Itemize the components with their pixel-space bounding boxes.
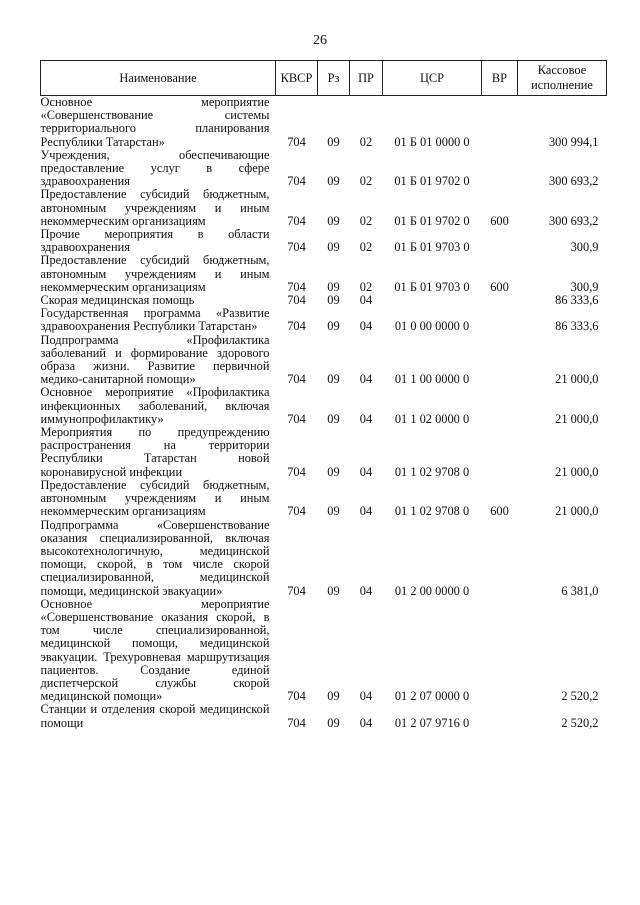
row-vr [482,307,518,333]
table-row [41,307,607,333]
row-amount: 21 000,0 [555,411,599,426]
row-kvsr: 704 [287,504,306,519]
header-name: Наименование [41,61,276,96]
row-rz: 09 [327,411,340,426]
row-csr: 01 1 02 9708 0 [394,504,470,519]
row-pr: 04 [359,464,373,479]
row-rz: 09 [327,689,340,704]
table-header [41,61,607,96]
row-csr: 01 1 02 0000 0 [394,411,470,426]
row-pr: 02 [359,279,373,294]
row-name: Скорая медицинская помощь [40,293,195,308]
row-csr: 01 Б 01 0000 0 [394,134,470,149]
row-vr [482,334,518,387]
table-row [41,598,607,704]
header-kvsr: КВСР [276,61,318,96]
row-csr [383,294,482,307]
row-amount: 2 520,2 [561,715,599,730]
row-csr: 01 2 07 9716 0 [394,715,470,730]
table-row [41,96,607,149]
row-vr: 600 [490,279,509,294]
row-amount: 21 000,0 [555,372,599,387]
row-name: Предоставление субсидий бюджетным, автономным учреждениям и иным некоммерческим организациям [40,253,270,294]
row-amount: 86 333,6 [555,319,599,334]
row-vr [482,228,518,254]
row-pr: 04 [359,372,373,387]
row-name: Основное мероприятие «Совершенствование системы территориального планирования Республики Татарстан» [40,95,270,149]
header-rz: Рз [318,61,350,96]
row-kvsr: 704 [287,411,306,426]
table-row [41,479,607,519]
row-vr [482,598,518,704]
header-csr: ЦСР [383,61,482,96]
row-amount: 300 693,2 [548,174,599,189]
row-csr: 01 Б 01 9703 0 [394,240,470,255]
row-rz: 09 [327,715,340,730]
row-pr: 04 [359,689,373,704]
page-number: 26 [313,33,327,48]
row-vr: 600 [490,504,509,519]
row-csr: 01 Б 01 9702 0 [394,213,470,228]
row-pr: 02 [359,134,373,149]
row-kvsr: 704 [287,689,306,704]
row-csr: 01 Б 01 9703 0 [394,279,470,294]
row-name: Государственная программа «Развитие здравоохранения Республики Татарстан» [40,306,270,334]
row-kvsr: 704 [287,583,306,598]
table-row [41,254,607,294]
row-name: Предоставление субсидий бюджетным, автономным учреждениям и иным некоммерческим организациям [40,187,270,228]
row-pr: 02 [359,240,373,255]
table-row [41,149,607,189]
row-kvsr: 704 [287,464,306,479]
table-row [41,188,607,228]
row-kvsr: 704 [287,372,306,387]
row-name: Предоставление субсидий бюджетным, автономным учреждениям и иным некоммерческим организациям [40,477,270,519]
row-kvsr: 704 [287,279,306,294]
row-csr: 01 2 00 0000 0 [394,583,470,598]
budget-table [40,60,607,730]
row-rz: 09 [327,134,340,149]
row-csr: 01 2 07 0000 0 [394,689,470,704]
row-rz: 09 [327,319,340,334]
row-name: Основное мероприятие «Совершенствование оказания скорой, в том числе специализированной, медицинской помощи, медицинской эвакуации. Трехуровневая маршрутизация пациентов. Создание единой диспетчерской службы скорой медицинской помощи» [40,596,270,704]
row-kvsr: 704 [287,240,306,255]
row-kvsr: 704 [287,134,306,149]
table-row [41,386,607,426]
row-vr [482,703,518,729]
row-pr: 04 [359,715,373,730]
row-pr: 04 [359,504,373,519]
table-row [41,426,607,479]
row-rz: 09 [327,372,340,387]
table-body [41,96,607,730]
row-amount: 300 994,1 [548,134,599,149]
row-rz: 09 [327,293,340,308]
row-rz: 09 [327,213,340,228]
row-name: Подпрограмма «Совершенствование оказания специализированной, включая высокотехнологичную, медицинской помощи, скорой, в том числе скорой специализированной, медицинской помощи, медицинской эвакуации» [40,517,270,598]
row-amount: 300,9 [570,240,599,255]
row-kvsr: 704 [287,293,306,308]
row-csr: 01 1 02 9708 0 [394,464,470,479]
row-rz: 09 [327,464,340,479]
row-kvsr: 704 [287,319,306,334]
row-vr: 600 [490,213,509,228]
table-row [41,334,607,387]
table-row [41,519,607,598]
row-vr [482,294,518,307]
row-kvsr: 704 [287,213,306,228]
header-pr: ПР [350,61,383,96]
row-rz: 09 [327,240,340,255]
row-name: Станции и отделения скорой медицинской помощи [40,702,270,730]
row-csr: 01 1 00 0000 0 [394,372,470,387]
row-amount: 300,9 [570,279,599,294]
row-amount: 6 381,0 [561,583,599,598]
row-pr: 02 [359,174,373,189]
row-rz: 09 [327,583,340,598]
row-name: Прочие мероприятия в области здравоохранения [40,227,270,255]
row-rz: 09 [327,279,340,294]
row-pr: 04 [359,583,373,598]
row-csr: 01 Б 01 9702 0 [394,174,470,189]
row-name: Основное мероприятие «Профилактика инфекционных заболеваний, включая иммунопрофилактику» [40,385,270,426]
row-name: Мероприятия по предупреждению распространения на территории Республики Татарстан новой коронавирусной инфекции [40,425,270,479]
header-vr: ВР [482,61,518,96]
row-name: Подпрограмма «Профилактика заболеваний и формирование здорового образа жизни. Развитие первичной медико-санитарной помощи» [40,332,270,387]
row-amount: 2 520,2 [561,689,599,704]
row-rz: 09 [327,504,340,519]
table-row [41,703,607,729]
row-vr [482,149,518,189]
row-pr: 04 [359,411,373,426]
row-rz: 09 [327,174,340,189]
row-pr: 04 [359,293,373,308]
row-vr [482,386,518,426]
row-pr: 04 [359,319,373,334]
header-amount: Кассовое исполнение [518,61,607,96]
row-name: Учреждения, обеспечивающие предоставление услуг в сфере здравоохранения [40,147,270,189]
table-row [41,228,607,254]
row-vr [482,519,518,598]
row-amount: 21 000,0 [555,464,599,479]
row-amount: 300 693,2 [548,213,599,228]
row-vr [482,96,518,149]
row-pr: 02 [359,213,373,228]
row-vr [482,426,518,479]
row-amount: 86 333,6 [555,293,599,308]
row-csr: 01 0 00 0000 0 [394,319,470,334]
row-kvsr: 704 [287,715,306,730]
row-kvsr: 704 [287,174,306,189]
row-amount: 21 000,0 [555,504,599,519]
